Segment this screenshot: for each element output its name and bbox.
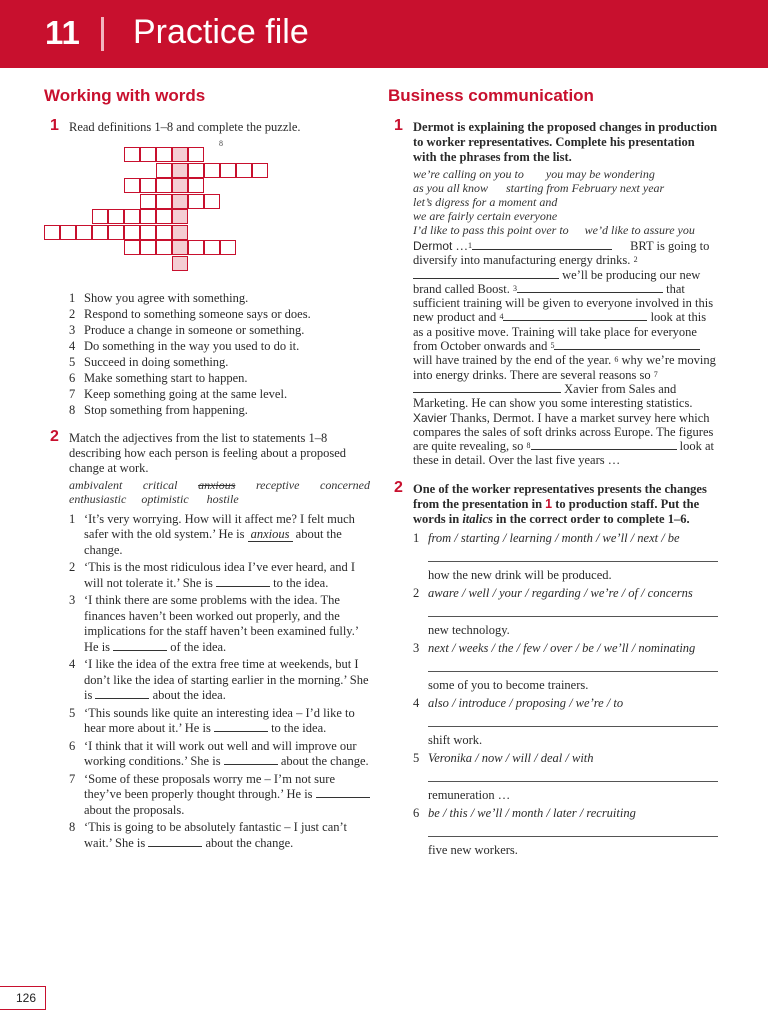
list-item: 3 next / weeks / the / few / over / be / we’ll / nominating some of you to become trainers. bbox=[413, 641, 718, 694]
puzzle-cell[interactable] bbox=[188, 147, 204, 162]
page-number-box bbox=[0, 986, 46, 1010]
puzzle-cell[interactable] bbox=[124, 147, 140, 162]
speaker-name: Xavier bbox=[413, 410, 448, 425]
puzzle-cell[interactable] bbox=[124, 209, 140, 224]
puzzle-cell[interactable] bbox=[188, 240, 204, 255]
word: concerned bbox=[320, 477, 370, 492]
puzzle-cell[interactable] bbox=[156, 225, 172, 240]
puzzle-cell[interactable] bbox=[156, 209, 172, 224]
answer-blank[interactable] bbox=[554, 339, 700, 350]
word-used: anxious bbox=[198, 477, 236, 492]
puzzle-cell[interactable] bbox=[156, 194, 172, 209]
header-divider bbox=[101, 17, 104, 51]
speaker-name: Dermot bbox=[413, 239, 453, 253]
exercise-instruction: One of the worker representatives presents the changes from the presentation in 1 to production staff. Put the words in italics in the correct order to complete 1–6. bbox=[413, 481, 707, 526]
phrase: as you all know bbox=[413, 181, 488, 195]
answer-blank[interactable] bbox=[316, 787, 370, 798]
list-item: 6 ‘I think that it will work out well and will improve our working conditions.’ She is about the change. bbox=[69, 738, 369, 768]
list-item: 1 ‘It’s very worrying. How will it affect me? I felt much safer with the old system.’ He is anxious about the change. bbox=[69, 511, 355, 557]
puzzle-cell[interactable] bbox=[188, 178, 204, 193]
list-item: 3 Produce a change in someone or something. bbox=[69, 323, 305, 337]
list-item: 5 Succeed in doing something. bbox=[69, 355, 229, 369]
list-item: 4 also / introduce / proposing / we’re / to shift work. bbox=[413, 696, 718, 749]
unit-number: 11 bbox=[45, 14, 80, 51]
exercise-instruction: Read definitions 1–8 and complete the puzzle. bbox=[69, 120, 301, 134]
list-item: 7 ‘Some of these proposals worry me – I’m not sure they’ve been properly thought through.’ He is about the proposals. bbox=[69, 772, 370, 819]
phrase: we are fairly certain everyone bbox=[413, 209, 558, 223]
list-item: 5 Veronika / now / will / deal / with remuneration … bbox=[413, 751, 718, 804]
word: ambivalent bbox=[69, 477, 123, 492]
exercise-2-right bbox=[388, 478, 718, 859]
left-column bbox=[44, 86, 370, 853]
exercise-number: 1 bbox=[50, 117, 59, 134]
puzzle-cell-highlighted[interactable] bbox=[172, 225, 188, 240]
puzzle-cell[interactable] bbox=[140, 178, 156, 193]
answer-blank[interactable] bbox=[216, 576, 270, 587]
exercise-number: 1 bbox=[394, 117, 403, 134]
crossword-puzzle bbox=[69, 139, 370, 283]
list-item: 1 from / starting / learning / month / we’ll / next / be how the new drink will be produced. bbox=[413, 531, 718, 584]
exercise-number: 2 bbox=[50, 427, 59, 445]
list-item: 2 ‘This is the most ridiculous idea I’ve ever heard, and I will not tolerate it.’ She is to the idea. bbox=[69, 560, 356, 590]
answer-blank[interactable] bbox=[95, 688, 149, 699]
answer-line[interactable] bbox=[428, 821, 718, 837]
puzzle-cell-highlighted[interactable] bbox=[172, 178, 188, 193]
answer-line[interactable] bbox=[428, 601, 718, 617]
puzzle-cell[interactable] bbox=[92, 209, 108, 224]
puzzle-cell[interactable] bbox=[188, 163, 204, 178]
puzzle-number-8: 8 bbox=[219, 139, 223, 148]
answer-line[interactable] bbox=[428, 656, 718, 672]
list-item: 4 ‘I like the idea of the extra free time at weekends, but I don’t like the idea of starting earlier in the morning.’ She is about the idea. bbox=[69, 657, 369, 702]
puzzle-cell[interactable] bbox=[204, 163, 220, 178]
puzzle-cell[interactable] bbox=[204, 194, 220, 209]
list-item: 8 Stop something from happening. bbox=[69, 403, 248, 417]
dialogue-turn-dermot: Dermot …$^1$ BRT is going to diversify into manufacturing energy drinks. $^2$ we’ll be producing our new brand called Boost. $^3$ that sufficient training will be given to everyone involved in this new product and $^4$ look at this as a positive move. Training will take place for everyone from October onwards and $^5$ will have trained by the end of the year. $^6$ why we’re moving into energy drinks. There are several reasons so $^7$ Xavier from Sales and Marketing. He can show you some interesting statistics. bbox=[413, 239, 716, 411]
phrase: we’re calling on you to bbox=[413, 167, 524, 181]
puzzle-cell-highlighted[interactable] bbox=[172, 240, 188, 255]
puzzle-cell[interactable] bbox=[220, 240, 236, 255]
list-item: 6 Make something start to happen. bbox=[69, 371, 248, 385]
puzzle-cell-highlighted[interactable] bbox=[172, 209, 188, 224]
puzzle-cell[interactable] bbox=[124, 225, 140, 240]
exercise-1-right bbox=[388, 117, 718, 468]
puzzle-cell[interactable] bbox=[156, 147, 172, 162]
answer-blank[interactable] bbox=[503, 310, 647, 321]
list-item: 8 ‘This is going to be absolutely fantastic – I just can’t wait.’ She is about the change. bbox=[69, 820, 347, 850]
dialogue bbox=[413, 239, 718, 468]
puzzle-cell[interactable] bbox=[124, 178, 140, 193]
answer-line[interactable] bbox=[428, 711, 718, 727]
puzzle-cell[interactable] bbox=[220, 163, 236, 178]
puzzle-cell[interactable] bbox=[188, 194, 204, 209]
statements-list bbox=[69, 512, 370, 852]
section-title-business-communication: Business communication bbox=[388, 86, 594, 105]
section-title-working-with-words: Working with words bbox=[44, 86, 206, 105]
exercise-instruction: Match the adjectives from the list to statements 1–8 describing how each person is feeling about a proposed change at work. bbox=[69, 430, 347, 475]
puzzle-cell-highlighted[interactable] bbox=[172, 256, 188, 271]
phrase: starting from February next year bbox=[506, 181, 665, 195]
exercise-2-left bbox=[44, 427, 370, 852]
list-item: 6 be / this / we’ll / month / later / recruiting five new workers. bbox=[413, 806, 718, 859]
puzzle-cell[interactable] bbox=[236, 163, 252, 178]
word-list bbox=[69, 478, 370, 506]
puzzle-cell-highlighted[interactable] bbox=[172, 194, 188, 209]
list-item: 1 Show you agree with something. bbox=[69, 291, 249, 305]
puzzle-cell[interactable] bbox=[124, 240, 140, 255]
puzzle-cell[interactable] bbox=[44, 225, 60, 240]
exercise-instruction: Dermot is explaining the proposed changes in production to worker representatives. Complete his presentation with the phrases from the list. bbox=[413, 120, 718, 164]
answer-line[interactable] bbox=[428, 766, 718, 782]
ordering-list bbox=[413, 531, 718, 859]
definitions-list bbox=[69, 291, 370, 419]
word: enthusiastic bbox=[69, 491, 127, 506]
puzzle-cell-highlighted[interactable] bbox=[172, 147, 188, 162]
list-item: 3 ‘I think there are some problems with the idea. The finances haven’t been worked out properly, and the implications for the staff haven’t been examined fully.’ He is of the idea. bbox=[69, 593, 359, 654]
puzzle-cell[interactable] bbox=[140, 209, 156, 224]
puzzle-cell[interactable] bbox=[252, 163, 268, 178]
puzzle-cell[interactable] bbox=[108, 225, 124, 240]
phrase-list bbox=[413, 167, 718, 237]
list-item: 2 Respond to something someone says or does. bbox=[69, 307, 311, 321]
puzzle-cell[interactable] bbox=[140, 225, 156, 240]
answer-blank[interactable] bbox=[214, 721, 268, 732]
list-item: 4 Do something in the way you used to do it. bbox=[69, 339, 300, 353]
answer-blank[interactable] bbox=[148, 836, 202, 847]
word: receptive bbox=[255, 477, 300, 492]
page-number: 126 bbox=[16, 991, 37, 1005]
puzzle-cell[interactable] bbox=[156, 163, 172, 178]
puzzle-cell[interactable] bbox=[140, 147, 156, 162]
puzzle-cell[interactable] bbox=[140, 240, 156, 255]
answer-blank[interactable] bbox=[517, 282, 663, 293]
page-title: Practice file bbox=[133, 13, 309, 51]
page-header bbox=[0, 0, 768, 68]
right-column bbox=[388, 86, 718, 861]
list-item: 2 aware / well / your / regarding / we’re / of / concerns new technology. bbox=[413, 586, 718, 639]
answer-blank[interactable] bbox=[413, 268, 559, 279]
example-answer: anxious bbox=[248, 527, 293, 542]
puzzle-cell-highlighted[interactable] bbox=[172, 163, 188, 178]
answer-blank[interactable] bbox=[224, 754, 278, 765]
puzzle-cell[interactable] bbox=[92, 225, 108, 240]
word: hostile bbox=[206, 491, 239, 506]
answer-blank[interactable] bbox=[472, 239, 612, 250]
puzzle-cell[interactable] bbox=[156, 240, 172, 255]
puzzle-cell[interactable] bbox=[108, 209, 124, 224]
word: critical bbox=[142, 477, 178, 492]
list-item: 5 ‘This sounds like quite an interesting idea – I’d like to hear more about it.’ He is to the idea. bbox=[69, 705, 355, 735]
answer-line[interactable] bbox=[428, 546, 718, 562]
dialogue-turn-xavier: Xavier Thanks, Dermot. I have a market survey here which compares the sales of soft drinks across Europe. The figures are quite revealing, so $^8$ look at these in detail. Over the last five years … bbox=[413, 410, 714, 468]
answer-blank[interactable] bbox=[413, 382, 561, 393]
phrase: you may be wondering bbox=[545, 167, 655, 181]
puzzle-cell[interactable] bbox=[76, 225, 92, 240]
exercise-number: 2 bbox=[394, 478, 403, 496]
exercise-1-left bbox=[44, 117, 370, 419]
puzzle-cell[interactable] bbox=[204, 240, 220, 255]
puzzle-cell[interactable] bbox=[60, 225, 76, 240]
answer-blank[interactable] bbox=[531, 439, 677, 450]
word: optimistic bbox=[141, 491, 189, 506]
list-item: 7 Keep something going at the same level. bbox=[69, 387, 288, 401]
puzzle-cell[interactable] bbox=[156, 178, 172, 193]
answer-blank[interactable] bbox=[113, 640, 167, 651]
phrase: we’d like to assure you bbox=[584, 223, 695, 237]
phrase: I’d like to pass this point over to bbox=[413, 223, 569, 237]
phrase: let’s digress for a moment and bbox=[413, 195, 558, 209]
puzzle-cell[interactable] bbox=[140, 194, 156, 209]
